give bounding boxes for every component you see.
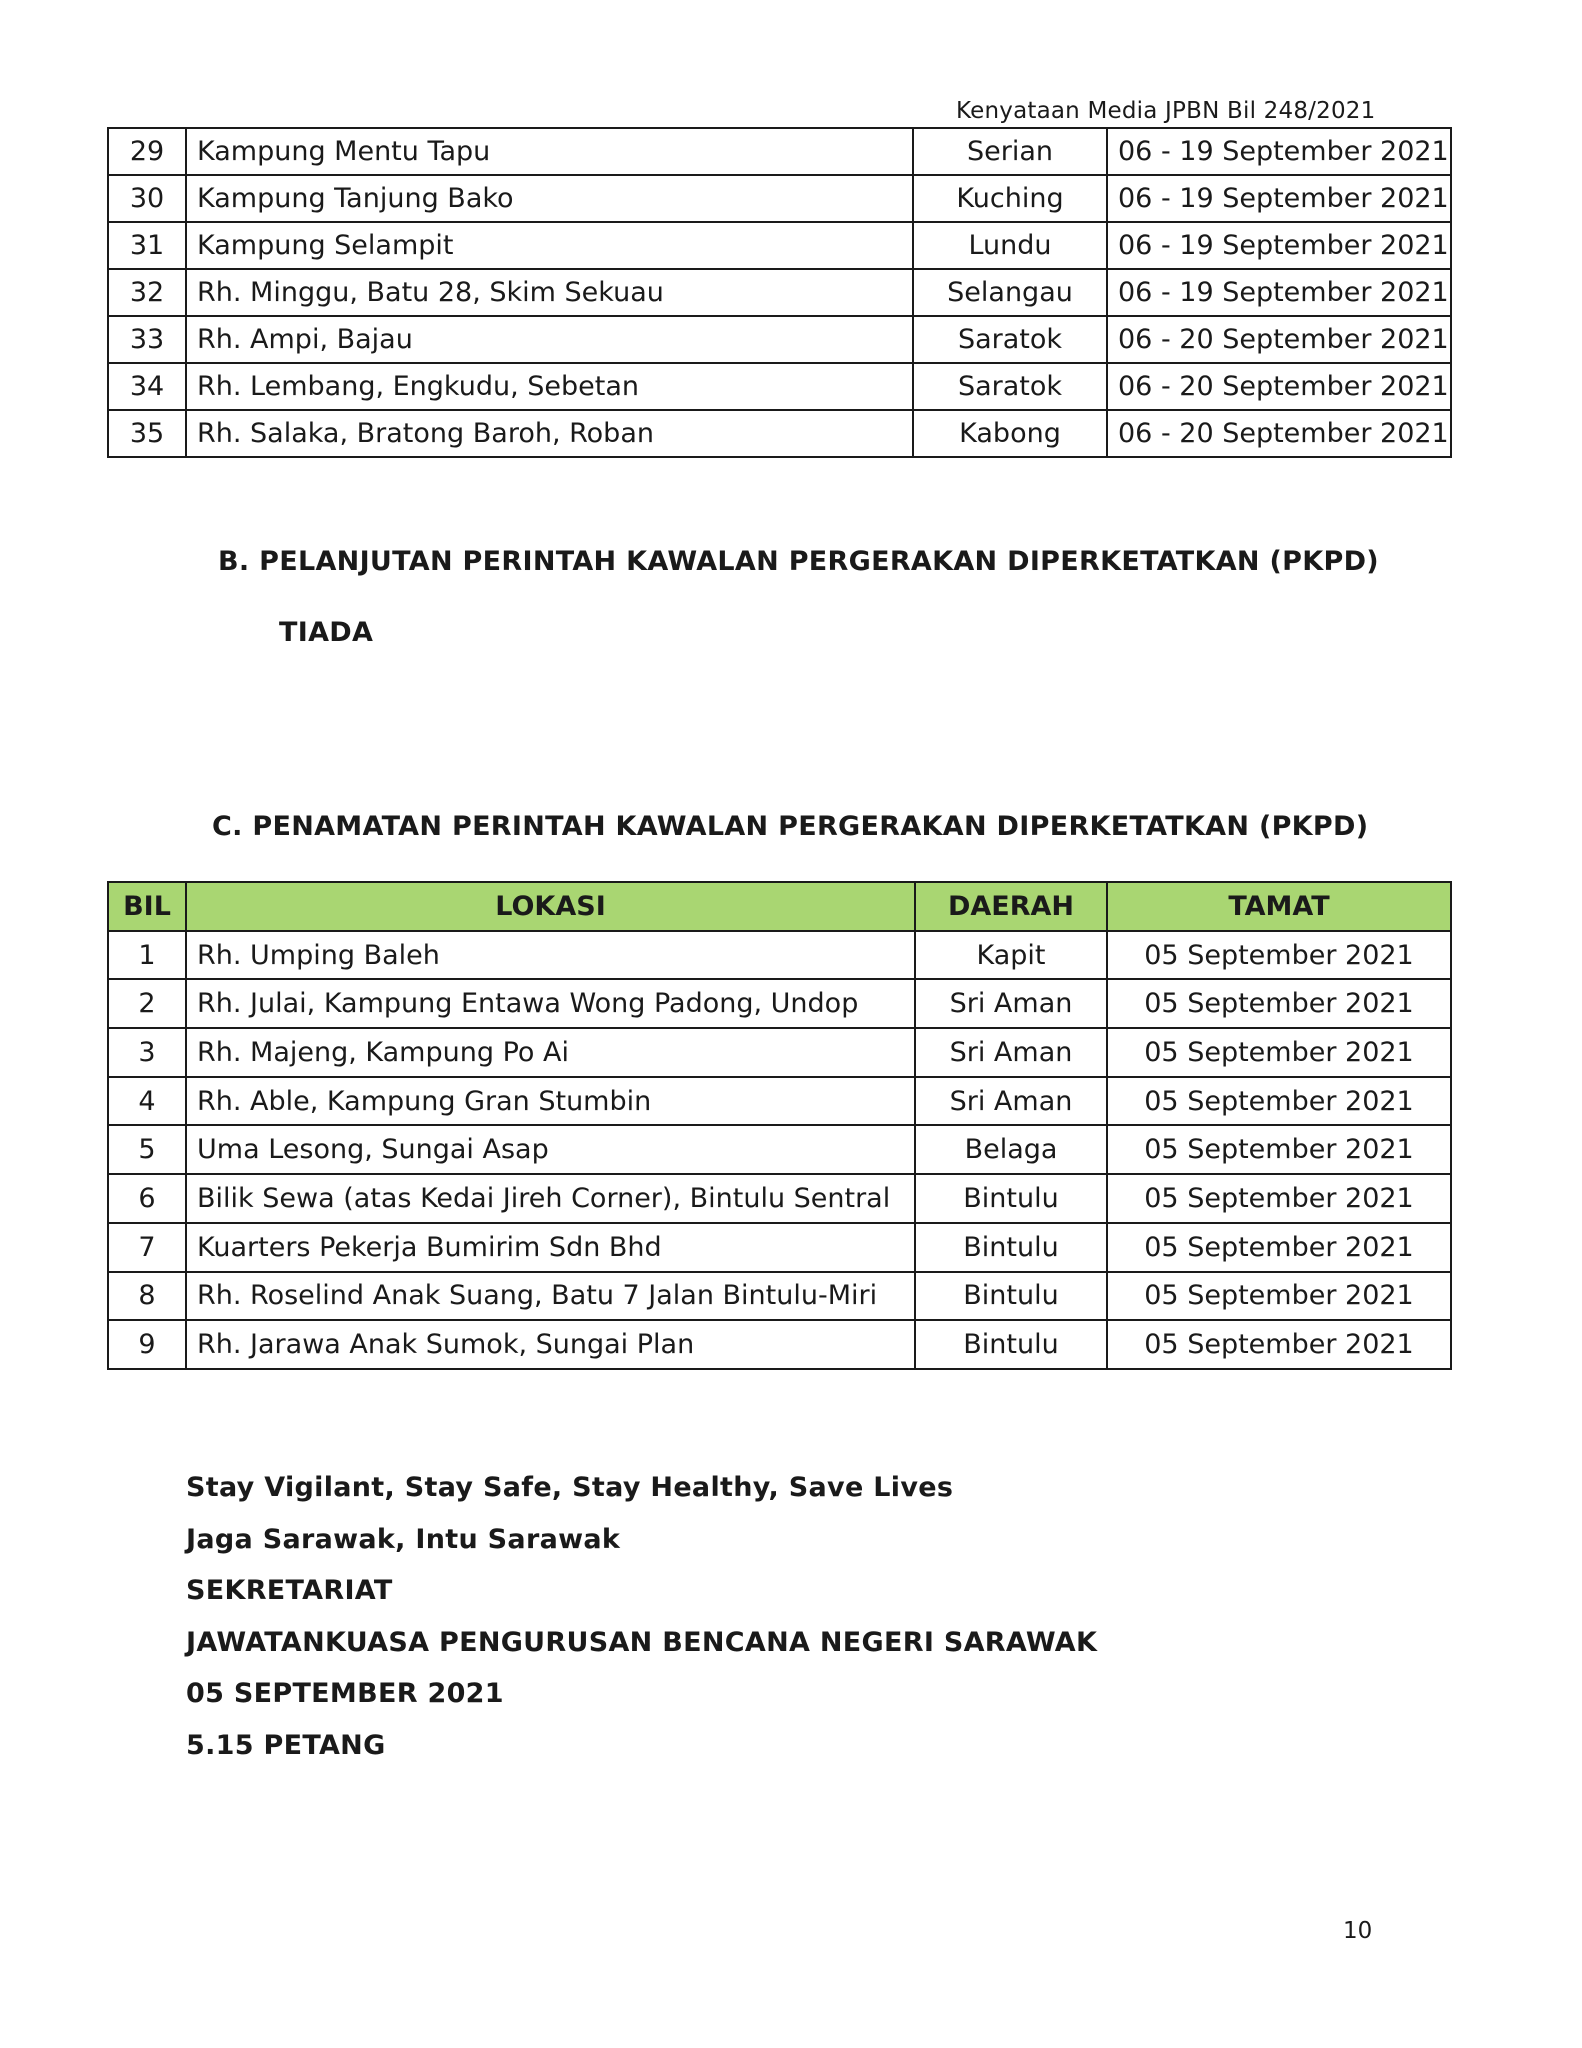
lokasi-cell: Rh. Minggu, Batu 28, Skim Sekuau	[186, 269, 913, 316]
closing-secretariat: SEKRETARIAT	[186, 1575, 393, 1606]
daerah-cell: Bintulu	[915, 1272, 1107, 1321]
tamat-cell: 05 September 2021	[1107, 931, 1451, 980]
lokasi-cell: Rh. Roselind Anak Suang, Batu 7 Jalan Bintulu-Miri	[186, 1272, 915, 1321]
lokasi-cell: Kampung Tanjung Bako	[186, 175, 913, 222]
daerah-cell: Sri Aman	[915, 1077, 1107, 1126]
lokasi-cell: Rh. Jarawa Anak Sumok, Sungai Plan	[186, 1320, 915, 1369]
pkpd-ended-table	[107, 881, 1452, 1370]
table-row	[108, 1174, 1451, 1223]
bil-cell: 2	[108, 979, 186, 1028]
daerah-cell: Lundu	[913, 222, 1107, 269]
daerah-cell: Saratok	[913, 363, 1107, 410]
bil-cell: 4	[108, 1077, 186, 1126]
table-row	[108, 1077, 1451, 1126]
table-row	[108, 363, 1451, 410]
bil-cell: 31	[108, 222, 186, 269]
bil-cell: 29	[108, 128, 186, 175]
lokasi-cell: Rh. Lembang, Engkudu, Sebetan	[186, 363, 913, 410]
table-row	[108, 316, 1451, 363]
daerah-cell: Bintulu	[915, 1320, 1107, 1369]
tamat-cell: 05 September 2021	[1107, 1125, 1451, 1174]
tarikh-cell: 06 - 20 September 2021	[1107, 316, 1451, 363]
bil-cell: 9	[108, 1320, 186, 1369]
table-row	[108, 410, 1451, 457]
lokasi-cell: Rh. Majeng, Kampung Po Ai	[186, 1028, 915, 1077]
tamat-cell: 05 September 2021	[1107, 1320, 1451, 1369]
lokasi-cell: Bilik Sewa (atas Kedai Jireh Corner), Bintulu Sentral	[186, 1174, 915, 1223]
daerah-cell: Selangau	[913, 269, 1107, 316]
lokasi-cell: Kampung Selampit	[186, 222, 913, 269]
section-c-heading: C. PENAMATAN PERINTAH KAWALAN PERGERAKAN DIPERKETATKAN (PKPD)	[212, 811, 1369, 842]
tarikh-cell: 06 - 19 September 2021	[1107, 128, 1451, 175]
tarikh-cell: 06 - 20 September 2021	[1107, 363, 1451, 410]
bil-cell: 7	[108, 1223, 186, 1272]
closing-committee: JAWATANKUASA PENGURUSAN BENCANA NEGERI SARAWAK	[186, 1626, 1098, 1658]
closing-tagline: Jaga Sarawak, Intu Sarawak	[186, 1523, 621, 1555]
bil-cell: 35	[108, 410, 186, 457]
daerah-cell: Sri Aman	[915, 979, 1107, 1028]
tamat-cell: 05 September 2021	[1107, 1028, 1451, 1077]
section-b-heading: B. PELANJUTAN PERINTAH KAWALAN PERGERAKAN DIPERKETATKAN (PKPD)	[218, 546, 1379, 577]
daerah-cell: Bintulu	[915, 1174, 1107, 1223]
table-row	[108, 175, 1451, 222]
table-row	[108, 1125, 1451, 1174]
lokasi-cell: Uma Lesong, Sungai Asap	[186, 1125, 915, 1174]
daerah-cell: Saratok	[913, 316, 1107, 363]
daerah-cell: Serian	[913, 128, 1107, 175]
column-header-bil: BIL	[108, 882, 186, 931]
tarikh-cell: 06 - 19 September 2021	[1107, 175, 1451, 222]
table-row	[108, 979, 1451, 1028]
table-row	[108, 1028, 1451, 1077]
lokasi-cell: Rh. Umping Baleh	[186, 931, 915, 980]
tarikh-cell: 06 - 19 September 2021	[1107, 222, 1451, 269]
tamat-cell: 05 September 2021	[1107, 1174, 1451, 1223]
pkpd-list-table-continued	[107, 127, 1452, 458]
tarikh-cell: 06 - 19 September 2021	[1107, 269, 1451, 316]
closing-block	[186, 1472, 1097, 1781]
daerah-cell: Belaga	[915, 1125, 1107, 1174]
tamat-cell: 05 September 2021	[1107, 1077, 1451, 1126]
daerah-cell: Sri Aman	[915, 1028, 1107, 1077]
bil-cell: 5	[108, 1125, 186, 1174]
page-number: 10	[1343, 1918, 1373, 1944]
lokasi-cell: Rh. Julai, Kampung Entawa Wong Padong, Undop	[186, 979, 915, 1028]
daerah-cell: Kuching	[913, 175, 1107, 222]
bil-cell: 1	[108, 931, 186, 980]
table-row	[108, 1223, 1451, 1272]
lokasi-cell: Kuarters Pekerja Bumirim Sdn Bhd	[186, 1223, 915, 1272]
table-row	[108, 1320, 1451, 1369]
column-header-tamat: TAMAT	[1107, 882, 1451, 931]
tamat-cell: 05 September 2021	[1107, 1223, 1451, 1272]
daerah-cell: Kapit	[915, 931, 1107, 980]
bil-cell: 33	[108, 316, 186, 363]
bil-cell: 30	[108, 175, 186, 222]
table-row	[108, 222, 1451, 269]
lokasi-cell: Rh. Ampi, Bajau	[186, 316, 913, 363]
column-header-daerah: DAERAH	[915, 882, 1107, 931]
closing-slogan: Stay Vigilant, Stay Safe, Stay Healthy, Save Lives	[186, 1472, 954, 1503]
section-b-status: TIADA	[279, 617, 374, 648]
table-header-row	[108, 882, 1451, 931]
closing-date: 05 SEPTEMBER 2021	[186, 1678, 504, 1709]
table-row	[108, 128, 1451, 175]
bil-cell: 32	[108, 269, 186, 316]
table-row	[108, 269, 1451, 316]
column-header-lokasi: LOKASI	[186, 882, 915, 931]
lokasi-cell: Kampung Mentu Tapu	[186, 128, 913, 175]
tamat-cell: 05 September 2021	[1107, 1272, 1451, 1321]
lokasi-cell: Rh. Able, Kampung Gran Stumbin	[186, 1077, 915, 1126]
table-row	[108, 931, 1451, 980]
lokasi-cell: Rh. Salaka, Bratong Baroh, Roban	[186, 410, 913, 457]
document-reference: Kenyataan Media JPBN Bil 248/2021	[956, 98, 1376, 124]
tarikh-cell: 06 - 20 September 2021	[1107, 410, 1451, 457]
tamat-cell: 05 September 2021	[1107, 979, 1451, 1028]
bil-cell: 34	[108, 363, 186, 410]
bil-cell: 3	[108, 1028, 186, 1077]
bil-cell: 8	[108, 1272, 186, 1321]
daerah-cell: Bintulu	[915, 1223, 1107, 1272]
bil-cell: 6	[108, 1174, 186, 1223]
daerah-cell: Kabong	[913, 410, 1107, 457]
table-row	[108, 1272, 1451, 1321]
closing-time: 5.15 PETANG	[186, 1729, 386, 1761]
